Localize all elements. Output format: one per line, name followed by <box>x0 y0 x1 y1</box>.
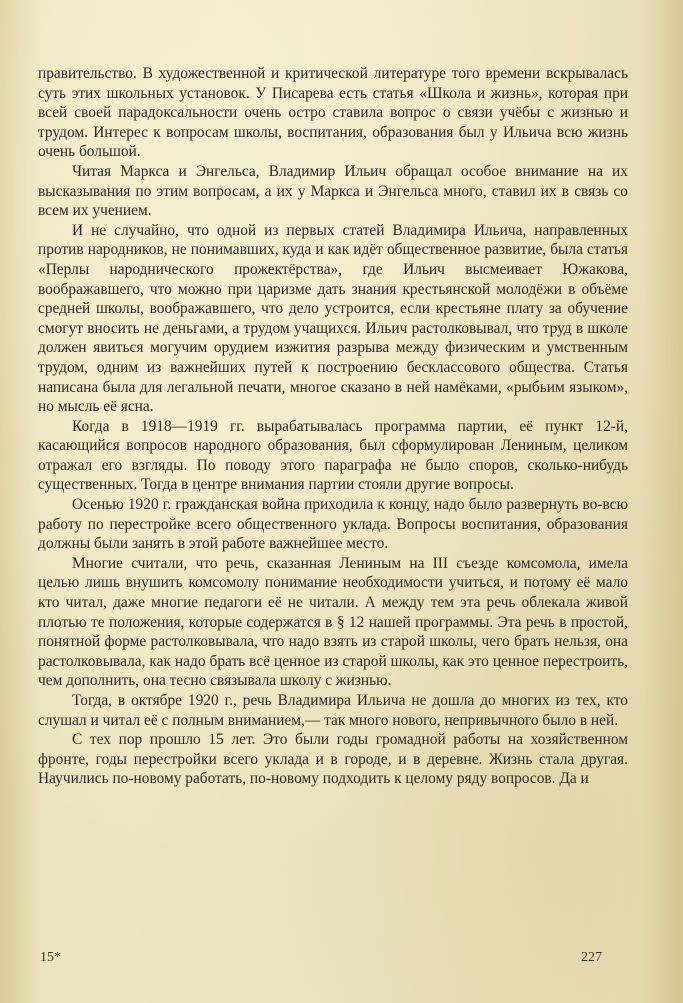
paragraph-2: Читая Маркса и Энгельса, Владимир Ильич обращал особое внимание на их высказывания по этим вопросам, а их у Маркса и Энгельса много, ставил их в связь со всем их учением. <box>38 162 628 220</box>
paragraph-7: Тогда, в октябре 1920 г., речь Владимира Ильича не дошла до многих из тех, кто слушал и читал её с полным вниманием,— так много нового, непривычного было в ней. <box>38 692 628 729</box>
paragraph-5: Осенью 1920 г. гражданская война приходила к концу, надо было развернуть во-всю работу по перестройке всего общественного уклада. Вопросы воспитания, образования должны были занять в этой работе важнейшее место. <box>38 496 628 553</box>
paragraph-6: Многие считали, что речь, сказанная Лениным на III съезде комсомола, имела целью лишь внушить комсомолу понимание необходимости учиться, и потому её мало кто читал, даже многие педагоги её не читали. А между тем эта речь облекала живой плотью те положения, которые содержатся в § 12 нашей программы. Эта речь в простой, понятной форме растолковывала, что надо взять из старой школы, чего брать нельзя, она растолковывала, как надо брать всё ценное из старой школы, как это ценное перестроить, чем дополнить, она тесно связывала школу с жизнью. <box>38 554 628 690</box>
paragraph-4: Когда в 1918—1919 гг. вырабатывалась программа партии, её пункт 12-й, касающийся вопросов народного образования, был сформулирован Лениным, целиком отражал его взгляды. По поводу этого параграфа не было споров, сколько-нибудь существенных. Тогда в центре внимания партии стояли другие вопросы. <box>38 417 628 494</box>
paragraph-8: С тех пор прошло 15 лет. Это были годы громадной работы на хозяйственном фронте, годы перестройки всего уклада и в городе, и в деревне. Жизнь стала другая. Научились по-новому работать, по-новому подходить к целому ряду вопросов. Да и <box>38 731 628 788</box>
paragraph-1: правительство. В художественной и критической литературе того времени вскрывалась суть этих школьных установок. У Писарева есть статья «Школа и жизнь», которая при всей своей парадоксальности очень остро ставила вопрос о связи учёбы с жизнью и трудом. Интерес к вопросам школы, воспитания, образования был у Ильича всю жизнь очень большой. <box>38 65 628 161</box>
printer-signature: 15* <box>40 950 61 965</box>
body-text <box>38 64 628 789</box>
paragraph-3: И не случайно, что одной из первых статей Владимира Ильича, направленных против народников, не понимавших, куда и как идёт общественное развитие, была статья «Перлы народнического прожектёрства», где Ильич высмеивает Южакова, воображавшего, что можно при царизме дать знания крестьянской молодёжи в объёме средней школы, воображавшего, что дело устроится, если крестьяне плату за обучение смогут вносить не деньгами, а трудом учащихся. Ильич растолковывал, что труд в школе должен явиться могучим орудием изжития разрыва между физическим и умственным трудом, одним из важнейших путей к построению бесклассового общества. Статья написана была для легальной печати, многое сказано в ней намёками, «рыбьим языком», но мысль её ясна. <box>38 221 628 416</box>
page-number: 227 <box>581 950 602 965</box>
